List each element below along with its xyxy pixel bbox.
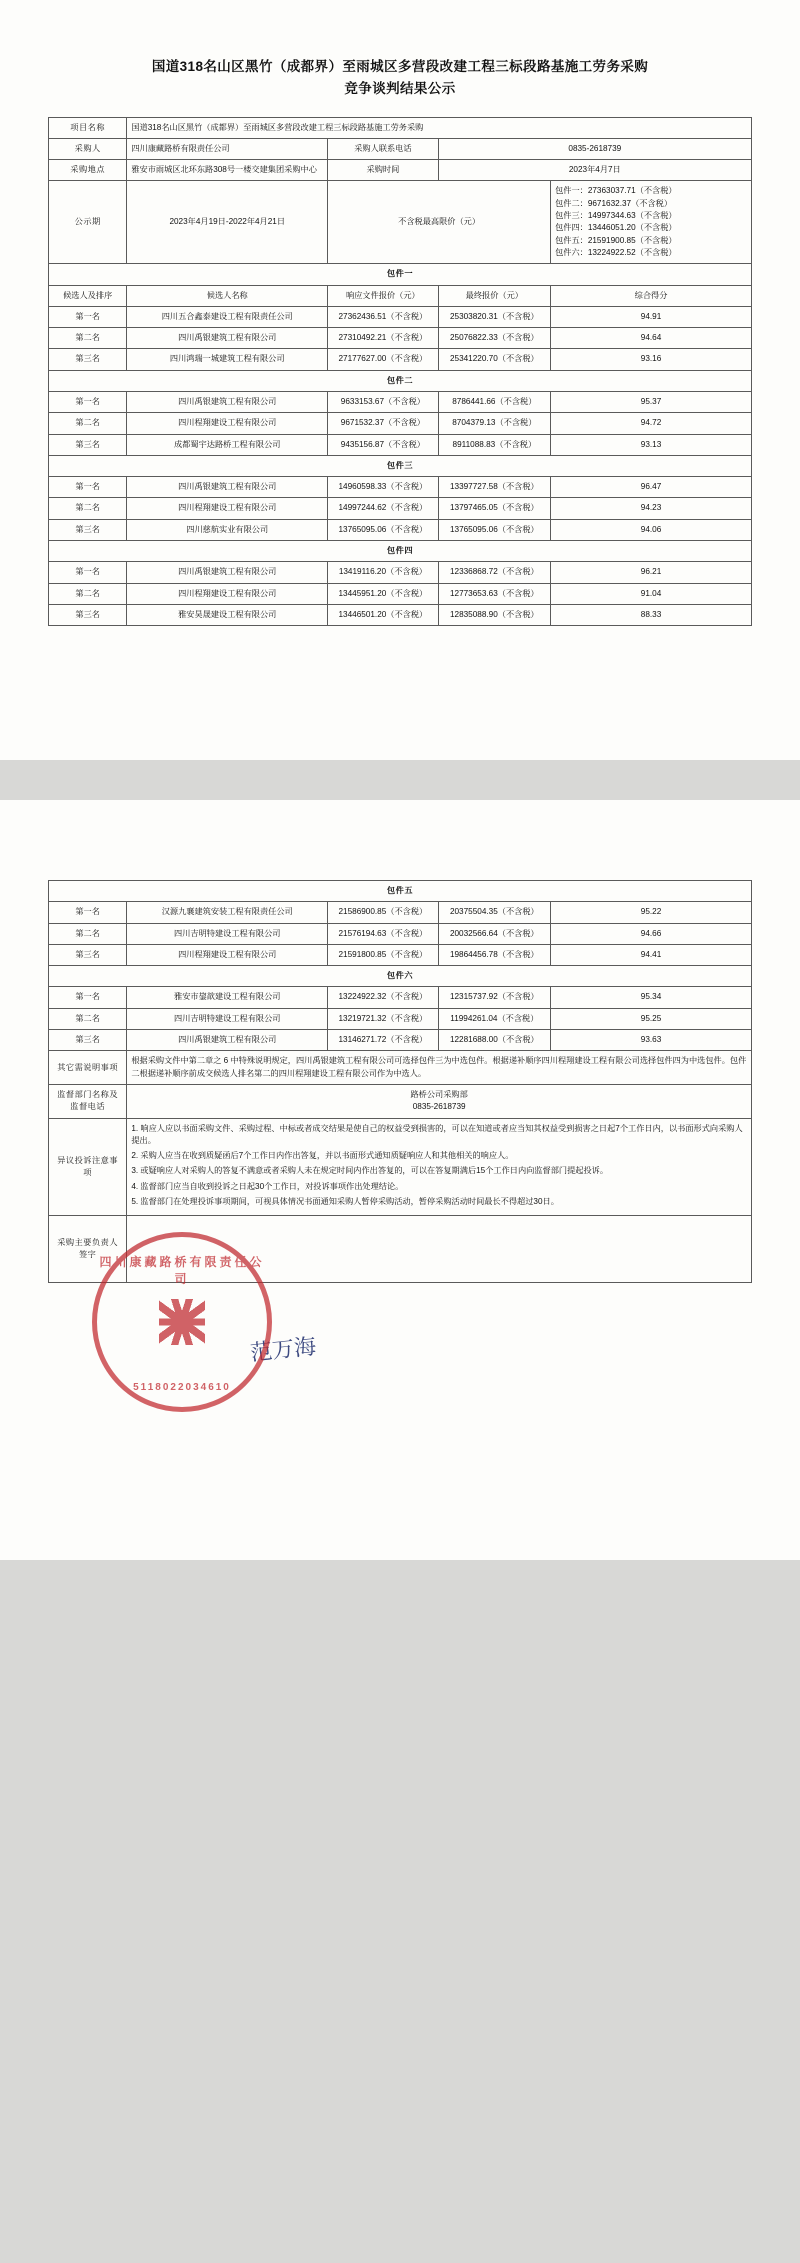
complaint-row xyxy=(49,1118,752,1216)
row-rank: 第一名 xyxy=(49,562,127,583)
contact-value: 0835-2618739 xyxy=(438,138,751,159)
contact-label: 采购人联系电话 xyxy=(328,138,438,159)
row-final: 20032566.64（不含税） xyxy=(438,923,550,944)
row-score: 94.66 xyxy=(551,923,752,944)
row-name: 四川程翔建设工程有限公司 xyxy=(127,944,328,965)
page-title xyxy=(48,56,752,101)
row-rank: 第二名 xyxy=(49,413,127,434)
table-header-row xyxy=(49,285,752,306)
row-bid: 13765095.06（不含税） xyxy=(328,519,438,540)
page-separator xyxy=(0,760,800,800)
other-notes-value: 根据采购文件中第二章之 6 中特殊说明规定，四川禹银建筑工程有限公司可选择包件三为中选包件。根据递补顺序四川程翔建设工程有限公司选择包件四为中选包件。包件二根据递补顺序前成交候选人排名第二的四川程翔建设工程有限公司作为中选人。 xyxy=(127,1051,752,1085)
signature-row xyxy=(49,1216,752,1283)
row-rank: 第三名 xyxy=(49,434,127,455)
row-score: 93.16 xyxy=(551,349,752,370)
row-name: 汉源九襄建筑安装工程有限责任公司 xyxy=(127,902,328,923)
signature-area xyxy=(127,1216,752,1283)
package-title-row xyxy=(49,455,752,476)
table-row xyxy=(49,498,752,519)
header-bid: 响应文件报价（元） xyxy=(328,285,438,306)
price-cap-label: 不含税最高限价（元） xyxy=(328,181,551,264)
table-row xyxy=(49,138,752,159)
supervise-dept-name: 路桥公司采购部 xyxy=(410,1089,468,1099)
row-rank: 第二名 xyxy=(49,498,127,519)
row-final: 12315737.92（不含税） xyxy=(438,987,550,1008)
row-rank: 第二名 xyxy=(49,583,127,604)
place-value: 雅安市雨城区北环东路308号一楼交建集团采购中心 xyxy=(127,160,328,181)
main-info-table xyxy=(48,117,752,627)
row-bid: 13419116.20（不含税） xyxy=(328,562,438,583)
row-name: 雅安市鋆歆建设工程有限公司 xyxy=(127,987,328,1008)
row-rank: 第三名 xyxy=(49,944,127,965)
row-bid: 14997244.62（不含税） xyxy=(328,498,438,519)
package-title: 包件六 xyxy=(49,966,752,987)
row-final: 8786441.66（不含税） xyxy=(438,391,550,412)
row-name: 四川禹银建筑工程有限公司 xyxy=(127,1030,328,1051)
table-row xyxy=(49,923,752,944)
table-row xyxy=(49,519,752,540)
row-rank: 第二名 xyxy=(49,923,127,944)
row-rank: 第三名 xyxy=(49,519,127,540)
signer-label: 采购主要负责人签字 xyxy=(49,1216,127,1283)
complaint-label: 异议投诉注意事项 xyxy=(49,1118,127,1216)
complaint-items xyxy=(127,1118,752,1216)
time-value: 2023年4月7日 xyxy=(438,160,751,181)
row-final: 25303820.31（不含税） xyxy=(438,306,550,327)
row-rank: 第三名 xyxy=(49,1030,127,1051)
price-cap-values xyxy=(551,181,752,264)
table-row xyxy=(49,1030,752,1051)
package-title: 包件四 xyxy=(49,541,752,562)
row-name: 四川禹银建筑工程有限公司 xyxy=(127,328,328,349)
row-name: 四川慈航实业有限公司 xyxy=(127,519,328,540)
publicity-value: 2023年4月19日-2022年4月21日 xyxy=(127,181,328,264)
table-row xyxy=(49,181,752,264)
row-score: 95.37 xyxy=(551,391,752,412)
row-name: 四川吉明特建设工程有限公司 xyxy=(127,923,328,944)
row-rank: 第二名 xyxy=(49,328,127,349)
purchaser-value: 四川康藏路桥有限责任公司 xyxy=(127,138,328,159)
row-name: 四川程翔建设工程有限公司 xyxy=(127,413,328,434)
row-bid: 13446501.20（不含税） xyxy=(328,604,438,625)
package-title-row xyxy=(49,881,752,902)
row-final: 12336868.72（不含税） xyxy=(438,562,550,583)
title-line-2: 竞争谈判结果公示 xyxy=(344,81,456,97)
seal-top-text: 四川康藏路桥有限责任公司 xyxy=(99,1255,265,1286)
row-rank: 第一名 xyxy=(49,987,127,1008)
table-row xyxy=(49,117,752,138)
project-name-label: 项目名称 xyxy=(49,117,127,138)
package-title: 包件一 xyxy=(49,264,752,285)
document-page-1 xyxy=(0,0,800,760)
purchaser-label: 采购人 xyxy=(49,138,127,159)
row-final: 12281688.00（不含税） xyxy=(438,1030,550,1051)
price-cap-item: 包件一：27363037.71（不含税） xyxy=(555,186,677,196)
complaint-item: 1. 响应人应以书面采购文件、采购过程、中标或者成交结果是使自己的权益受到损害的，可以在知道或者应当知其权益受到损害之日起7个工作日内，以书面形式向采购人提出。 xyxy=(131,1123,743,1145)
row-rank: 第二名 xyxy=(49,1008,127,1029)
package-title: 包件二 xyxy=(49,370,752,391)
project-name-value: 国道318名山区黑竹（成都界）至雨城区多营段改建工程三标段路基施工劳务采购 xyxy=(127,117,752,138)
row-bid: 9633153.67（不含税） xyxy=(328,391,438,412)
package-title: 包件三 xyxy=(49,455,752,476)
row-rank: 第三名 xyxy=(49,604,127,625)
other-notes-row xyxy=(49,1051,752,1085)
row-score: 94.06 xyxy=(551,519,752,540)
document-page-2 xyxy=(0,800,800,1560)
row-bid: 27362436.51（不含税） xyxy=(328,306,438,327)
row-rank: 第一名 xyxy=(49,477,127,498)
supervise-row xyxy=(49,1084,752,1118)
place-label: 采购地点 xyxy=(49,160,127,181)
row-name: 四川程翔建设工程有限公司 xyxy=(127,498,328,519)
table-row xyxy=(49,434,752,455)
complaint-item: 3. 或疑响应人对采购人的答复不满意或者采购人未在规定时间内作出答复的，可以在答复期满后15个工作日内向监督部门提起投诉。 xyxy=(131,1166,609,1176)
row-bid: 13224922.32（不含税） xyxy=(328,987,438,1008)
header-rank: 候选人及排序 xyxy=(49,285,127,306)
package-title-row xyxy=(49,541,752,562)
row-score: 93.63 xyxy=(551,1030,752,1051)
price-cap-item: 包件五：21591900.85（不含税） xyxy=(555,235,677,245)
row-final: 13797465.05（不含税） xyxy=(438,498,550,519)
row-score: 88.33 xyxy=(551,604,752,625)
row-final: 19864456.78（不含税） xyxy=(438,944,550,965)
row-name: 四川鸿瑞一城建筑工程有限公司 xyxy=(127,349,328,370)
title-line-1: 国道318名山区黑竹（成都界）至雨城区多营段改建工程三标段路基施工劳务采购 xyxy=(151,59,649,74)
table-row xyxy=(49,902,752,923)
row-bid: 13146271.72（不含税） xyxy=(328,1030,438,1051)
price-cap-item: 包件二：9671632.37（不含税） xyxy=(555,198,673,208)
table-row xyxy=(49,583,752,604)
table-row xyxy=(49,604,752,625)
row-rank: 第一名 xyxy=(49,902,127,923)
row-score: 94.91 xyxy=(551,306,752,327)
row-name: 成都蜀宇达路桥工程有限公司 xyxy=(127,434,328,455)
row-name: 雅安昊晟建设工程有限公司 xyxy=(127,604,328,625)
row-score: 95.22 xyxy=(551,902,752,923)
row-bid: 9671532.37（不含税） xyxy=(328,413,438,434)
row-bid: 21591800.85（不含税） xyxy=(328,944,438,965)
time-label: 采购时间 xyxy=(328,160,438,181)
row-bid: 21576194.63（不含税） xyxy=(328,923,438,944)
table-row xyxy=(49,987,752,1008)
price-cap-item: 包件三：14997344.63（不含税） xyxy=(555,211,677,221)
row-score: 94.64 xyxy=(551,328,752,349)
row-name: 四川五合鑫泰建设工程有限责任公司 xyxy=(127,306,328,327)
table-row xyxy=(49,413,752,434)
row-final: 13397727.58（不含税） xyxy=(438,477,550,498)
package-title-row xyxy=(49,370,752,391)
row-rank: 第三名 xyxy=(49,349,127,370)
header-final: 最终报价（元） xyxy=(438,285,550,306)
row-name: 四川程翔建设工程有限公司 xyxy=(127,583,328,604)
table-row xyxy=(49,349,752,370)
row-bid: 9435156.87（不含税） xyxy=(328,434,438,455)
row-final: 8704379.13（不含税） xyxy=(438,413,550,434)
row-final: 12773653.63（不含税） xyxy=(438,583,550,604)
complaint-item: 2. 采购人应当在收到质疑函后7个工作日内作出答复，并以书面形式通知质疑响应人和其他相关的响应人。 xyxy=(131,1151,514,1161)
price-cap-item: 包件四：13446051.20（不含税） xyxy=(555,223,677,233)
row-score: 94.23 xyxy=(551,498,752,519)
header-name: 候选人名称 xyxy=(127,285,328,306)
row-final: 8911088.83（不含税） xyxy=(438,434,550,455)
row-score: 93.13 xyxy=(551,434,752,455)
publicity-label: 公示期 xyxy=(49,181,127,264)
table-row xyxy=(49,306,752,327)
table-row xyxy=(49,477,752,498)
row-name: 四川禹银建筑工程有限公司 xyxy=(127,477,328,498)
row-score: 94.41 xyxy=(551,944,752,965)
row-final: 13765095.06（不含税） xyxy=(438,519,550,540)
price-cap-item: 包件六：13224922.52（不含税） xyxy=(555,247,677,257)
row-score: 95.25 xyxy=(551,1008,752,1029)
continuation-table xyxy=(48,880,752,1283)
handwritten-signature: 范万海 xyxy=(248,1333,318,1366)
row-bid: 13445951.20（不含税） xyxy=(328,583,438,604)
package-title: 包件五 xyxy=(49,881,752,902)
header-score: 综合得分 xyxy=(551,285,752,306)
seal-bottom-text: 5118022034610 xyxy=(133,1382,231,1393)
package-title-row xyxy=(49,264,752,285)
other-notes-label: 其它需说明事项 xyxy=(49,1051,127,1085)
row-score: 94.72 xyxy=(551,413,752,434)
row-score: 96.21 xyxy=(551,562,752,583)
row-score: 91.04 xyxy=(551,583,752,604)
row-rank: 第一名 xyxy=(49,391,127,412)
table-row xyxy=(49,562,752,583)
complaint-item: 4. 监督部门应当自收到投诉之日起30个工作日，对投诉事项作出处理结论。 xyxy=(131,1181,404,1191)
row-name: 四川禹银建筑工程有限公司 xyxy=(127,562,328,583)
table-row xyxy=(49,391,752,412)
table-row xyxy=(49,944,752,965)
row-bid: 14960598.33（不含税） xyxy=(328,477,438,498)
table-row xyxy=(49,328,752,349)
row-score: 95.34 xyxy=(551,987,752,1008)
row-final: 11994261.04（不含税） xyxy=(438,1008,550,1029)
row-final: 25341220.70（不含税） xyxy=(438,349,550,370)
row-final: 20375504.35（不含税） xyxy=(438,902,550,923)
supervise-phone: 0835-2618739 xyxy=(412,1102,466,1112)
row-bid: 27177627.00（不含税） xyxy=(328,349,438,370)
row-bid: 27310492.21（不含税） xyxy=(328,328,438,349)
row-final: 12835088.90（不含税） xyxy=(438,604,550,625)
row-score: 96.47 xyxy=(551,477,752,498)
complaint-item: 5. 监督部门在处理投诉事项期间，可视具体情况书面通知采购人暂停采购活动，暂停采购活动时间最长不得超过30日。 xyxy=(131,1197,559,1207)
row-name: 四川吉明特建设工程有限公司 xyxy=(127,1008,328,1029)
supervise-label: 监督部门名称及监督电话 xyxy=(49,1084,127,1118)
row-name: 四川禹银建筑工程有限公司 xyxy=(127,391,328,412)
row-bid: 13219721.32（不含税） xyxy=(328,1008,438,1029)
table-row xyxy=(49,1008,752,1029)
table-row xyxy=(49,160,752,181)
package-title-row xyxy=(49,966,752,987)
supervise-value xyxy=(127,1084,752,1118)
row-final: 25076822.33（不含税） xyxy=(438,328,550,349)
row-bid: 21586900.85（不含税） xyxy=(328,902,438,923)
row-rank: 第一名 xyxy=(49,306,127,327)
